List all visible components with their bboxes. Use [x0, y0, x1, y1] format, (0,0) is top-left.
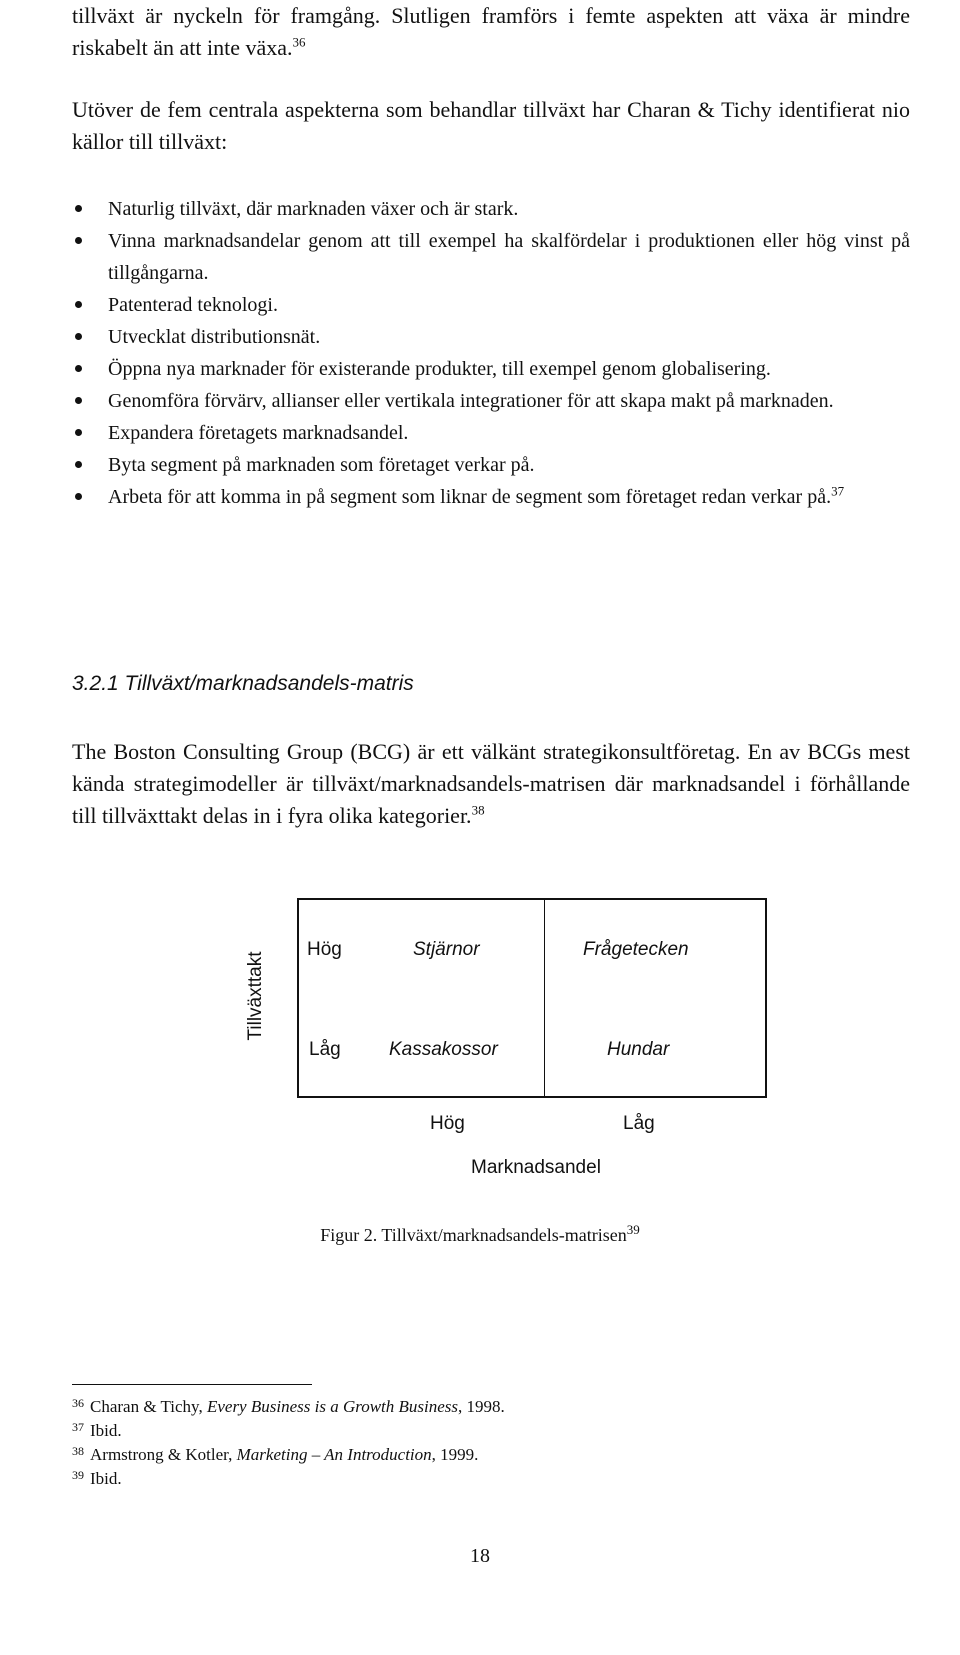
matrix-divider [544, 900, 545, 1096]
list-item: Utvecklat distributionsnät. [72, 321, 910, 353]
col-label-high: Hög [430, 1113, 465, 1134]
bullet-icon [75, 333, 82, 340]
list-item: Arbeta för att komma in på segment som liknar de segment som företaget redan verkar på.$^{37}$ [72, 481, 910, 513]
figure-caption: Figur 2. Tillväxt/marknadsandels-matrisen$^{39}$ [320, 1222, 640, 1245]
footnote-ref: 38 [471, 802, 485, 818]
bullet-icon [75, 397, 82, 404]
page-number: 18 [470, 1545, 490, 1567]
bullet-icon [75, 429, 82, 436]
list-item: Byta segment på marknaden som företaget verkar på. [72, 449, 910, 481]
footnote: 36 Charan & Tichy, Every Business is a Growth Business, 1998. [72, 1396, 505, 1416]
row-label-high: Hög [307, 939, 342, 960]
y-axis-label: Tillväxttakt [245, 951, 266, 1041]
x-axis-label: Marknadsandel [471, 1157, 601, 1178]
cell-question-marks: Frågetecken [583, 939, 689, 960]
footnote-ref: 39 [626, 1222, 640, 1237]
list-item: Öppna nya marknader för existerande produkter, till exempel genom globalisering. [72, 353, 910, 385]
intro-paragraph [72, 0, 910, 64]
bullet-icon [75, 493, 82, 500]
bullet-icon [75, 365, 82, 372]
row-label-low: Låg [309, 1039, 341, 1060]
bullet-icon [75, 301, 82, 308]
sources-paragraph: Utöver de fem centrala aspekterna som behandlar tillväxt har Charan & Tichy identifierat nio källor till tillväxt: [72, 97, 910, 154]
cell-dogs: Hundar [607, 1039, 670, 1060]
list-item: Expandera företagets marknadsandel. [72, 417, 910, 449]
list-item: Patenterad teknologi. [72, 289, 910, 321]
col-label-low: Låg [623, 1113, 655, 1134]
section-heading: 3.2.1 Tillväxt/marknadsandels-matris [72, 672, 414, 695]
bullet-icon [75, 237, 82, 244]
cell-stars: Stjärnor [413, 939, 480, 960]
footnote-ref: 37 [831, 483, 845, 499]
bullet-icon [75, 205, 82, 212]
footnote: 39 Ibid. [72, 1468, 122, 1488]
footnotes [72, 1395, 505, 1491]
footnote-divider [72, 1384, 312, 1385]
list-item: Vinna marknadsandelar genom att till exempel ha skalfördelar i produktionen eller hög vinst på tillgångarna. [72, 225, 910, 289]
footnote-ref: 36 [292, 34, 306, 50]
list-item: Genomföra förvärv, allianser eller vertikala integrationer för att skapa makt på marknaden. [72, 385, 910, 417]
cell-cash-cows: Kassakossor [389, 1039, 498, 1060]
footnote: 37 Ibid. [72, 1420, 122, 1440]
bcg-matrix [297, 898, 767, 1098]
bcg-paragraph: The Boston Consulting Group (BCG) är ett välkänt strategikonsultföretag. En av BCGs mest kända strategimodeller är tillväxt/marknadsandels-matrisen där marknadsandel i förhållande till tillväxttakt delas in i fyra olika kategorier.$^{38}$ [72, 739, 910, 828]
growth-sources-list [72, 193, 910, 513]
list-item: Naturlig tillväxt, där marknaden växer och är stark. [72, 193, 910, 225]
intro-text: tillväxt är nyckeln för framgång. Slutligen framförs i femte aspekten att växa är mindre riskabelt än att inte växa. [72, 3, 910, 60]
footnote: 38 Armstrong & Kotler, Marketing – An Introduction, 1999. [72, 1444, 479, 1464]
bullet-icon [75, 461, 82, 468]
